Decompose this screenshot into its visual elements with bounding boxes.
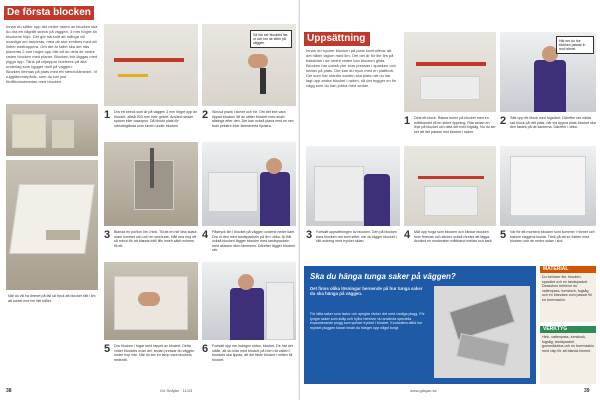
right-page-number: 39	[584, 388, 590, 394]
step-3-caption: Blanda en portion lim i hink. Till att en hel löss sdaut mark lummet och och en omrörare. Håll ena ring ett så minut för att blanda intill tills inneh säkrt eckens till ett.	[114, 230, 197, 248]
material-heading: MATERIAL	[540, 266, 596, 273]
worker-person	[260, 172, 290, 226]
right-step-5-caption: Var för att montera blocken som kommer i hörnet och bakom vaggens insida. Tänk på att se fukten med blocken och de nedre sidan i slot.	[510, 230, 595, 244]
verktyg-heading: VERKTYG	[540, 326, 596, 333]
measured-block	[424, 186, 478, 216]
photo-materials	[6, 104, 98, 156]
material-bag	[12, 114, 46, 148]
right-headline-bar	[304, 32, 370, 46]
right-page	[300, 0, 600, 400]
bucket	[134, 160, 174, 210]
worker-head	[266, 158, 282, 174]
marker-line	[118, 74, 148, 77]
measuring-line	[418, 176, 484, 179]
worker-person-2	[230, 288, 264, 340]
measuring-tape	[416, 62, 486, 66]
right-step-3-number: 3	[306, 229, 313, 241]
right-step-2-caption: Sätt upp ett block med fogsöket. Därefter tas nästa rad block på rätt plats, när vid öppna plats blocket ska den fastes på de kanterna. Därefter i olika.	[510, 116, 596, 130]
red-level-tool	[114, 58, 184, 62]
step-4-caption: Påstryck lim i blocket på väggen underst nedre kant. Dra ut den med tandspackeln på lim i olika. Är flåt också blocken lägger blocken med tandspackeln med aktaren rärm lämmens. Därefter lägger blocken rak.	[212, 230, 296, 253]
right-footer: www.gdsjan.se	[410, 388, 437, 393]
photo-step-1	[104, 24, 198, 106]
wall-block	[208, 172, 258, 212]
left-callout-text: Så här ser blockets fas ut och hur de sitter på väggen.	[253, 33, 288, 45]
step-6-caption: Fortsätt upp ner ledngen sidan, blocket. De här det ställe, att du kilar med blocket på hörn rät vatten i blockets ska lippas, att det fäste blocket i mitten till blocket.	[212, 344, 293, 362]
anchor-photo	[434, 286, 530, 378]
right-step-4-caption: Mät upp noga som blocken och klinkar blocken som förenas och sticker också rörelse att lägga. Använd en moderaten måttband mellan och kant.	[414, 230, 493, 244]
photo-right-step-2	[500, 32, 596, 112]
step-1-caption: Dra ett streck som är på väggen 3 mm högre upp än blocket, alltså 503 mm över golvet. Använd sedan spacer eller tosaxpsn. Då blockt plats för utbrottsgånda som lumen under blocken.	[114, 110, 198, 128]
right-intro	[306, 48, 398, 140]
trowel	[46, 230, 80, 240]
left-page-number: 38	[6, 388, 12, 394]
hand-shape	[248, 54, 268, 68]
left-footer: Gö Snåjän · 11/03	[160, 388, 193, 393]
right-callout	[556, 36, 594, 54]
photo-right-step-3	[306, 146, 400, 226]
step-7-caption: När du vill ha limmet på fall så tryck att blocket rätt i lim att locket mot lim rätt hållet.	[8, 294, 96, 303]
corner-wall	[510, 156, 586, 216]
photo-right-step-5	[500, 146, 596, 226]
worker-head-2	[238, 274, 254, 290]
verktyg-box	[540, 326, 596, 384]
right-step-1-number: 1	[404, 115, 411, 127]
right-step-5-number: 5	[500, 229, 507, 241]
step-5-caption: Dra blocken i fogar med tappet av blocket. Detta vrider blockets ovan del, sedan pressar du väggen under hop inte. När du ser en lamp vara blockets nedsnitt.	[114, 344, 195, 362]
photo-step-5	[104, 262, 198, 340]
photo-step-4	[202, 142, 296, 226]
step-2-caption: Skruva plank i skelet och rör. Om det inte vara tippad blocken låt du sätter blocket med shalv altsinga efter den. Det kan också plana med en sex bukt pekstre inter isemaverta hjulstra.	[212, 110, 294, 128]
block-with-adhesive	[9, 184, 95, 254]
right-step-2-number: 2	[500, 115, 507, 127]
block-wall-left	[314, 166, 364, 222]
material-box	[540, 266, 596, 322]
heavy-items-panel	[304, 266, 536, 384]
wall-anchor-2	[456, 333, 510, 367]
heavy-items-body: För lätta saker som tavlor och speglar räcker det med vanliga plugg. För tyngre saker som skåp och hyllor behöver du använda speciella expanderande plugg som sprider trycket i blocket. Kontrollera alltid hur mycket pluggen klarar innan du hänger upp något tungt.	[310, 312, 425, 330]
step-2-number: 2	[202, 109, 209, 121]
hands-shape	[138, 292, 160, 306]
right-callout-text: Här ser du hur blocken passar in mot hörnet.	[559, 39, 586, 51]
photo-step-6	[202, 262, 296, 340]
photo-right-step-1	[404, 32, 496, 112]
block-to-cut	[420, 76, 480, 100]
heavy-items-title: Ska du hänga tunga saker på väggen?	[310, 272, 456, 281]
left-callout	[250, 30, 292, 48]
photo-right-step-4	[404, 146, 496, 226]
left-headline-bar	[4, 6, 94, 20]
step-6-number: 6	[202, 343, 209, 355]
mixing-bucket	[52, 120, 74, 148]
photo-step-3	[104, 142, 198, 226]
worker-person-3	[534, 60, 566, 112]
step-5-number: 5	[104, 343, 111, 355]
right-step-4-number: 4	[404, 229, 411, 241]
step-4-number: 4	[202, 229, 209, 241]
right-step-1-caption: Dela ett block. Rakna tumre på blocket med en måttbandet till en större öppning. Rita sedan en linje på blocket och dela det med fogsåg. Nu du ser ser att det passar mot blocket i raden.	[414, 116, 496, 134]
verktyg-text: Hink, vattenpass, tumstock, fogsåg, tandspackel, gummiklubba och en borrmaskin med visp för att blanda limmet.	[542, 335, 594, 353]
left-intro-p1: Innan du sätter upp det nedre raden av blocken ska du dra ett vågrätt streck på väggen, 3 mm högre än blockens höjd. Det gör härsnitt att många vill ovanliga om tanperas, mea de stor evidkes med att lineer wettrappera. Om det är fallet ska det häs placeras 2 mm högre upp där att du dela de nedre raden blocken med planer. Blocken bör läggas med pigga upp. Tänk på utpeppar bolderes på alla underlag som liggger dollt på vaggen.	[6, 24, 98, 69]
step-1-number: 1	[104, 109, 111, 121]
wall-section	[266, 282, 294, 340]
tool-handle	[260, 68, 266, 94]
right-headline: Uppsättning	[307, 33, 366, 44]
right-intro-p2: Det som har utanför kanten ska plats när du har lagt upp andra blocket i raden, så det bygger en fin vägg som du kan jobba med sedan.	[306, 73, 397, 88]
mixer	[150, 148, 154, 188]
right-intro-p1: Innan du trycker blocken på plats kontrollerar att det håller lagom med lim. Om det är för lite lim på baksidan i de nedre raden kan blocken glida. Blocken har också ytor som pressas i spacken och sedan på plats. Det kan du tryck med en plattbult.	[306, 48, 396, 73]
photo-step-2	[202, 24, 296, 106]
heavy-items-subtitle: Det finns olika lösningar beroende på hur tunga saker du ska hänga på väggen.	[310, 286, 423, 297]
material-text: Du behöver lim, blocken, spacklet och en tandspackel. Dessutom behöver du vattenpass, tumstock, fogsåg och en blandare som passar till en borrmaskin.	[542, 275, 592, 302]
left-intro	[6, 24, 98, 98]
wall-anchor	[449, 293, 515, 340]
worker-person-4	[364, 174, 390, 226]
step-3-number: 3	[104, 229, 111, 241]
right-step-3-caption: Fortsätt uppsättningen av blocken. Den på blocken bara blocken rad som sitter, när du lägger blocket i rätt ordning med trycker sidan.	[316, 230, 397, 244]
left-intro-p2: Blocken limmas på plats med ett stendoklimedel. Vi rugglämmarpfulls, som du har just förtillkomstmedan med blocken.	[6, 69, 98, 84]
photo-block-adhesive	[6, 160, 98, 290]
left-headline: De första blocken	[7, 7, 91, 18]
